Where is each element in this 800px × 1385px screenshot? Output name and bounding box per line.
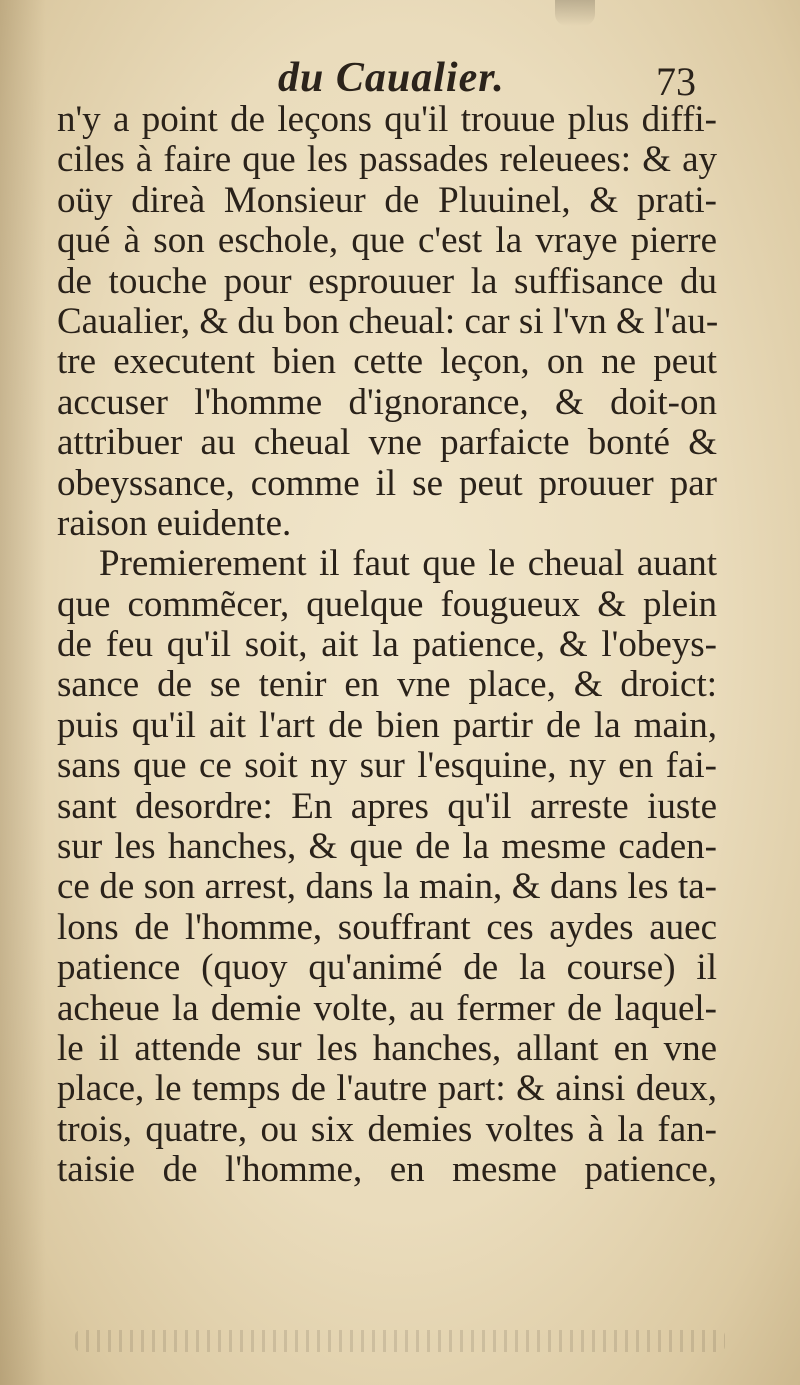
- text-line: qué à son eschole, que c'est la vraye pierre: [57, 220, 717, 262]
- body-text: [57, 100, 717, 1191]
- text-line: trois, quatre, ou six demies voltes à la fan-: [57, 1108, 717, 1150]
- text-line: obeyssance, comme il se peut prouuer par: [57, 462, 717, 504]
- text-line: de feu qu'il soit, ait la patience, & l'obeys-: [57, 624, 717, 666]
- gutter-shadow: [0, 0, 46, 1385]
- text-line: sance de se tenir en vne place, & droict:: [57, 664, 717, 706]
- text-line: lons de l'homme, souffrant ces aydes auec: [57, 906, 717, 948]
- text-line: attribuer au cheual vne parfaicte bonté &: [57, 422, 717, 464]
- paragraph-end-line: raison euidente.: [57, 502, 292, 544]
- text-line: sant desordre: En apres qu'il arreste iuste: [57, 785, 717, 827]
- text-line: que commẽcer, quelque fougueux & plein: [57, 583, 717, 625]
- page-number: 73: [656, 59, 696, 104]
- text-line: n'y a point de leçons qu'il trouue plus diffi-: [57, 99, 717, 140]
- text-line: tre executent bien cette leçon, on ne peut: [57, 341, 717, 383]
- text-line: taisie de l'homme, en mesme patience,: [57, 1149, 717, 1191]
- text-line: place, le temps de l'autre part: & ainsi deux,: [57, 1068, 717, 1110]
- text-line: ciles à faire que les passades releuees: & ay: [57, 139, 717, 181]
- text-line: ce de son arrest, dans la main, & dans les ta-: [57, 866, 717, 908]
- text-line: de touche pour esprouuer la suffisance du: [57, 260, 717, 302]
- page-header: [40, 52, 760, 102]
- text-line: sur les hanches, & que de la mesme caden-: [57, 826, 717, 868]
- text-line: Caualier, & du bon cheual: car si l'vn & l'au-: [57, 300, 719, 342]
- paragraph-start-line: Premierement il faut que le cheual auant: [99, 543, 717, 585]
- text-line: sans que ce soit ny sur l'esquine, ny en fai-: [57, 745, 717, 787]
- text-line: accuser l'homme d'ignorance, & doit-on: [57, 381, 717, 423]
- running-title: du Caualier.: [278, 55, 505, 101]
- text-line: patience (quoy qu'animé de la course) il: [57, 947, 717, 989]
- page-tab-mark: [555, 0, 595, 26]
- text-line: le il attende sur les hanches, allant en vne: [57, 1027, 717, 1069]
- text-line: oüy direà Monsieur de Pluuinel, & prati-: [57, 179, 717, 221]
- text-line: puis qu'il ait l'art de bien partir de la main,: [57, 704, 717, 746]
- ink-bleed-through: [75, 1330, 725, 1352]
- text-line: acheue la demie volte, au fermer de laquel-: [57, 987, 717, 1029]
